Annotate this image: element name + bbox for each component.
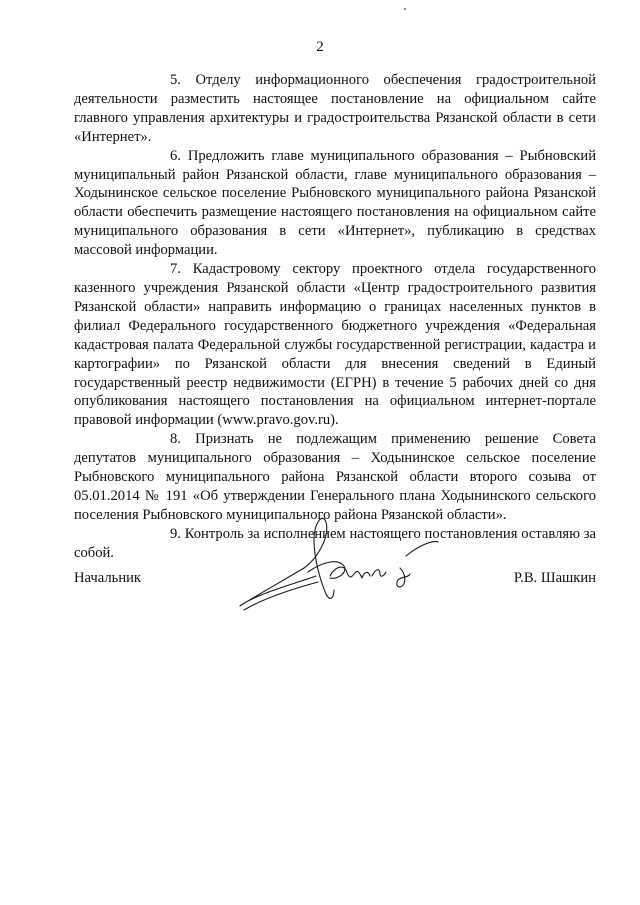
paragraph-text: Контроль за исполнением настоящего постановления оставляю за собой. <box>74 525 597 561</box>
paragraph-5 <box>74 71 596 147</box>
paragraph-6 <box>74 147 596 260</box>
paragraph-text: Предложить главе муниципального образования – Рыбновский муниципальный район Рязанской области, главе муниципального образования – Ходынинское сельское поселение Рыбновского муниципального района Рязанской области обеспечить размещение настоящего постановления на официальном сайте муниципального образования в сети «Интернет», публикацию в средствах массовой информации. <box>74 147 597 259</box>
paragraph-7 <box>74 260 596 430</box>
paragraph-number: 9. <box>170 525 181 542</box>
handwritten-signature <box>234 514 444 624</box>
document-body <box>74 71 596 563</box>
paragraph-number: 6. <box>170 147 181 164</box>
scan-artifact <box>404 8 406 10</box>
signature-block <box>74 562 596 612</box>
signatory-name: Р.В. Шашкин <box>513 570 596 586</box>
paragraph-text: Кадастровому сектору проектного отдела государственного казенного учреждения Рязанской области «Центр градостроительного развития Рязанской области» направить информацию о границах населенных пунктов в филиал Федерального государственного бюджетного учреждения «Федеральная кадастровая палата Федеральной службы государственной регистрации, кадастра и картографии» по Рязанской области для внесения сведений в Единый государственный реестр недвижимости (ЕГРН) в течение 5 рабочих дней со дня опубликования настоящего постановления на официальном интернет-портале правовой информации (www.pravo.gov.ru). <box>74 261 596 429</box>
page-number: 2 <box>316 39 324 55</box>
paragraph-number: 5. <box>170 72 181 88</box>
paragraph-text: Отделу информационного обеспечения градостроительной деятельности разместить настоящее постановление на официальном сайте главного управления архитектуры и градостроительства Рязанской области в сети «Интернет». <box>74 72 596 145</box>
paragraph-number: 8. <box>170 431 181 448</box>
paragraph-text: Признать не подлежащим применению решение Совета депутатов муниципального образования – Ходынинское сельское поселение Рыбновского муниципального района Рязанской области второго созыва от 05.01.2014 № 191 «Об утверждении Генерального плана Ходынинского сельского поселения Рыбновского муниципального района Рязанской области». <box>74 431 596 523</box>
signatory-title: Начальник <box>74 570 142 586</box>
paragraph-8 <box>74 430 596 525</box>
paragraph-number: 7. <box>170 261 181 278</box>
